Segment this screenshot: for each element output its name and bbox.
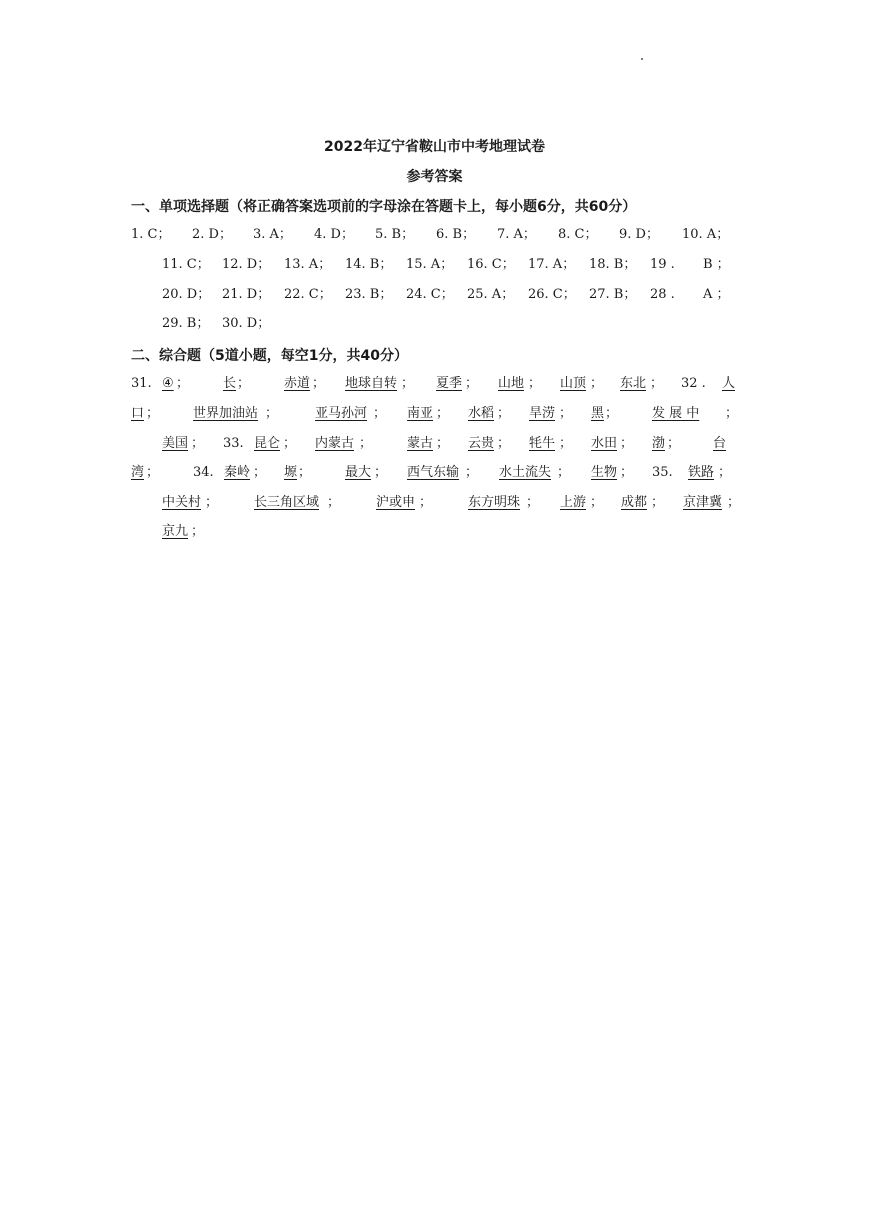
answer-item: 24. C； xyxy=(406,287,454,302)
answer-item: 3. A； xyxy=(253,227,292,242)
separator: ； xyxy=(605,406,619,421)
answer-blank: 美国 xyxy=(162,436,189,451)
answer-item: 28 . xyxy=(650,287,675,302)
separator: ； xyxy=(176,376,190,391)
separator: ； xyxy=(497,406,511,421)
answer-blank: 水田 xyxy=(591,436,618,451)
answer-blank: 铁路 xyxy=(688,465,715,480)
answer-blank: 塬 xyxy=(284,465,298,480)
separator: ； xyxy=(436,406,450,421)
answer-blank: 地球自转 xyxy=(345,376,398,391)
answer-blank: 长三角区域 xyxy=(254,495,320,510)
answer-blank: 京津冀 xyxy=(683,495,723,510)
answer-item: 7. A； xyxy=(497,227,536,242)
answer-item: 22. C； xyxy=(284,287,332,302)
answer-blank: 最大 xyxy=(345,465,372,480)
answer-blank: 渤 xyxy=(652,436,666,451)
section1-heading: 一、单项选择题（将正确答案选项前的字母涂在答题卡上，每小题6分，共60分） xyxy=(131,199,637,215)
answer-item: 4. D； xyxy=(314,227,354,242)
answer-blank: 亚马孙河 xyxy=(315,406,368,421)
answer-item: B ； xyxy=(703,257,730,272)
answer-blank: 夏季 xyxy=(436,376,463,391)
separator: ； xyxy=(191,524,205,539)
separator: ； xyxy=(419,495,433,510)
answer-blank: 长 xyxy=(223,376,237,391)
answer-blank: 云贵 xyxy=(468,436,495,451)
answer-blank: 南亚 xyxy=(407,406,434,421)
question-number: 31. xyxy=(131,376,152,391)
answer-blank: 世界加油站 xyxy=(193,406,259,421)
answer-item: 6. B； xyxy=(436,227,476,242)
separator: ； xyxy=(265,406,279,421)
separator: ； xyxy=(620,465,634,480)
answer-item: 20. D； xyxy=(162,287,211,302)
question-number: 35. xyxy=(652,465,673,480)
answer-blank: 昆仑 xyxy=(254,436,281,451)
answer-item: 8. C； xyxy=(558,227,598,242)
answer-blank: 黑 xyxy=(591,406,605,421)
separator: ； xyxy=(205,495,219,510)
answer-item: 21. D； xyxy=(222,287,271,302)
separator: ； xyxy=(359,436,373,451)
answer-item: 27. B； xyxy=(589,287,637,302)
separator: ； xyxy=(590,495,604,510)
separator: ； xyxy=(253,465,267,480)
answer-blank: 生物 xyxy=(591,465,618,480)
answer-item: 5. B； xyxy=(375,227,415,242)
question-number: 32 . xyxy=(681,376,706,391)
answer-blank: 人 xyxy=(722,376,736,391)
answer-blank: 口 xyxy=(131,406,145,421)
separator: ； xyxy=(590,376,604,391)
answer-item: 2. D； xyxy=(192,227,232,242)
page-dot xyxy=(641,58,643,60)
answer-item: 10. A； xyxy=(682,227,730,242)
answer-blank: ④ xyxy=(162,376,174,391)
answer-blank: 水稻 xyxy=(468,406,495,421)
separator: ； xyxy=(436,436,450,451)
answer-blank: 牦牛 xyxy=(529,436,556,451)
separator: ； xyxy=(312,376,326,391)
answer-item: 25. A； xyxy=(467,287,515,302)
answer-blank: 西气东输 xyxy=(407,465,460,480)
answer-item: 11. C； xyxy=(162,257,210,272)
separator: ； xyxy=(465,376,479,391)
answer-item: 15. A； xyxy=(406,257,454,272)
answer-blank: 东方明珠 xyxy=(468,495,521,510)
answer-item: 26. C； xyxy=(528,287,576,302)
separator: ； xyxy=(327,495,341,510)
answer-item: 23. B； xyxy=(345,287,393,302)
separator: ； xyxy=(667,436,681,451)
answer-blank: 湾 xyxy=(131,465,145,480)
answer-blank: 发 展 中 xyxy=(652,406,700,421)
question-number: 33. xyxy=(223,436,244,451)
separator: ； xyxy=(557,465,571,480)
answer-blank: 成都 xyxy=(621,495,648,510)
answer-item: 17. A； xyxy=(528,257,576,272)
answer-blank: 旱涝 xyxy=(529,406,556,421)
answer-blank: 秦岭 xyxy=(224,465,251,480)
separator: ； xyxy=(651,495,665,510)
answer-item: 12. D； xyxy=(222,257,271,272)
separator: ； xyxy=(718,465,732,480)
answer-item: A ； xyxy=(703,287,730,302)
answer-blank: 山地 xyxy=(498,376,525,391)
answer-item: 14. B； xyxy=(345,257,393,272)
answer-item: 16. C； xyxy=(467,257,515,272)
separator: ； xyxy=(374,465,388,480)
answer-blank: 内蒙古 xyxy=(315,436,355,451)
answer-blank: 东北 xyxy=(620,376,647,391)
answer-item: 1. C； xyxy=(131,227,171,242)
answer-item: 13. A； xyxy=(284,257,332,272)
separator: ； xyxy=(559,436,573,451)
answer-item: 9. D； xyxy=(619,227,659,242)
separator: ； xyxy=(559,406,573,421)
answer-blank: 沪或申 xyxy=(376,495,416,510)
answer-blank: 上游 xyxy=(560,495,587,510)
answer-blank: 赤道 xyxy=(284,376,311,391)
answer-blank: 京九 xyxy=(162,524,189,539)
separator: ； xyxy=(650,376,664,391)
page-subtitle: 参考答案 xyxy=(406,169,463,185)
answer-item: 19 . xyxy=(650,257,675,272)
section2-heading: 二、综合题（5道小题，每空1分，共40分） xyxy=(131,348,408,364)
answer-blank: 水土流失 xyxy=(499,465,552,480)
separator: ； xyxy=(401,376,415,391)
separator: ； xyxy=(283,436,297,451)
separator: ； xyxy=(727,495,741,510)
answer-blank: 蒙古 xyxy=(407,436,434,451)
answer-item: 30. D； xyxy=(222,316,271,331)
separator: ； xyxy=(373,406,387,421)
answer-blank: 台 xyxy=(713,436,727,451)
answer-item: 18. B； xyxy=(589,257,637,272)
separator: ； xyxy=(146,406,160,421)
separator: ； xyxy=(298,465,312,480)
separator: ； xyxy=(620,436,634,451)
separator: ； xyxy=(146,465,160,480)
page-title: 2022年辽宁省鞍山市中考地理试卷 xyxy=(324,139,545,155)
question-number: 34. xyxy=(193,465,214,480)
separator: ； xyxy=(465,465,479,480)
answer-blank: 山顶 xyxy=(560,376,587,391)
separator: ； xyxy=(497,436,511,451)
separator: ； xyxy=(191,436,205,451)
answer-blank: 中关村 xyxy=(162,495,202,510)
separator: ； xyxy=(526,495,540,510)
separator: ； xyxy=(237,376,251,391)
answer-item: 29. B； xyxy=(162,316,210,331)
separator: ； xyxy=(725,406,739,421)
separator: ； xyxy=(528,376,542,391)
